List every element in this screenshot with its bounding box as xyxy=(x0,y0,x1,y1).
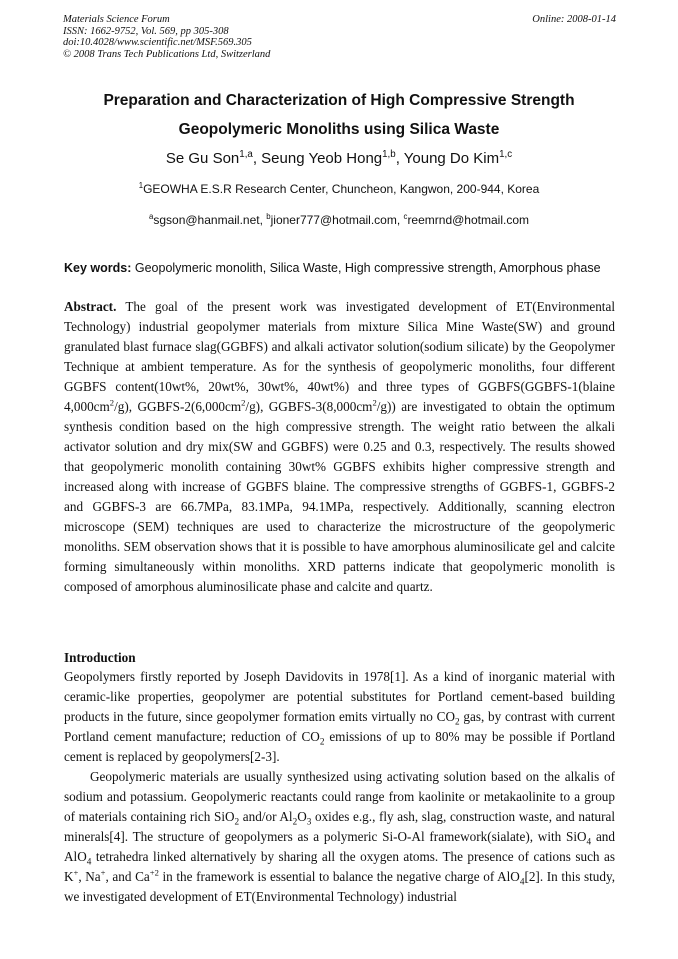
subscript: 2 xyxy=(292,816,298,827)
body-text: Geopolymeric materials are usually synthesized using activating solution based on the alkalis of sodium and potassium. Geopolymeric reactants could range from kaolinite or metakaolinite to a group of materials containing rich SiO xyxy=(64,769,615,824)
body-text: O xyxy=(297,809,307,824)
email-superscript: c xyxy=(403,212,408,221)
body-text: gas, by contrast with current Portland cement manufacture; reduction of CO xyxy=(64,709,615,744)
journal-name: Materials Science Forum xyxy=(63,14,170,25)
online-date: Online: 2008-01-14 xyxy=(532,14,616,25)
abstract-text: /g), GGBFS-2(6,000cm xyxy=(114,399,242,414)
body-text: , and Ca xyxy=(105,869,150,884)
email-superscript: b xyxy=(266,212,271,221)
keywords-label: Key words: xyxy=(64,261,132,275)
affiliation xyxy=(0,182,678,196)
body-text: and/or Al xyxy=(239,809,293,824)
keywords xyxy=(64,261,619,275)
subscript: 2 xyxy=(454,716,460,727)
subscript: 2 xyxy=(234,816,240,827)
author-name: Young Do Kim xyxy=(403,150,500,167)
email-superscript: a xyxy=(149,212,154,221)
author-name: Seung Yeob Hong xyxy=(261,150,383,167)
superscript: + xyxy=(73,867,79,878)
body-text: Geopolymers firstly reported by Joseph Davidovits in 1978[1]. As a kind of inorganic material with ceramic-like properties, geopolymer are potential substitutes for Portland cement-based building products in the future, since geopolymer formation emits virtually no CO xyxy=(64,669,615,724)
affiliation-text: GEOWHA E.S.R Research Center, Chuncheon, Kangwon, 200-944, Korea xyxy=(143,182,540,196)
superscript: + xyxy=(100,867,106,878)
email-link[interactable]: reemrnd@hotmail.com xyxy=(407,213,529,227)
abstract-paragraph xyxy=(64,297,615,597)
email-link[interactable]: jioner777@hotmail.com, xyxy=(270,213,404,227)
introduction-heading: Introduction xyxy=(64,650,136,665)
superscript: 2 xyxy=(109,397,115,408)
paper-title-line-1: Preparation and Characterization of High Compressive Strength xyxy=(103,92,575,109)
doi-line: doi:10.4028/www.scientific.net/MSF.569.305 xyxy=(63,37,252,48)
body-text: [2]. In this study, we investigated development of ET(Environmental Technology) industrial xyxy=(64,869,616,904)
superscript: 2 xyxy=(241,397,246,408)
journal-header xyxy=(63,14,270,60)
abstract-text: /g), GGBFS-3(8,000cm xyxy=(245,399,373,414)
body-text: in the framework is essential to balance the negative charge of AlO xyxy=(158,869,520,884)
subscript: 2 xyxy=(319,736,325,747)
introduction-paragraph-1 xyxy=(64,667,615,767)
author-superscript: 1,c xyxy=(499,149,513,160)
body-text: and AlO xyxy=(64,829,615,864)
body-text: , Na xyxy=(78,869,101,884)
abstract-text: The goal of the present work was investigated development of ET(Environmental Technology) industrial geopolymer materials from mixture Silica Mine Waste(SW) and ground granulated blast furnace slag(GGBFS) and alkali activator solution(sodium silicate) by the Geopolymer Technique at ambient temperature. As for the synthesis of geopolymeric monoliths, four different GGBFS content(10wt%, 20wt%, 30wt%, 40wt%) and three types of GGBFS(GGBFS-1(blaine 4,000cm xyxy=(64,299,615,414)
author-separator: , xyxy=(252,150,262,167)
author-superscript: 1,b xyxy=(382,149,396,160)
subscript: 4 xyxy=(586,836,592,847)
author-superscript: 1,a xyxy=(239,149,253,160)
author-name: Se Gu Son xyxy=(165,150,240,167)
superscript: +2 xyxy=(149,867,159,878)
superscript: 2 xyxy=(372,397,377,408)
issn-line: ISSN: 1662-9752, Vol. 569, pp 305-308 xyxy=(63,25,229,37)
subscript: 4 xyxy=(519,876,525,887)
body-text: emissions of up to 80% may be possible if Portland cement is replaced by geopolymers[2-3]. xyxy=(64,729,615,764)
copyright-line: © 2008 Trans Tech Publications Ltd, Switzerland xyxy=(63,48,271,60)
author-separator: , xyxy=(395,150,404,167)
author-emails xyxy=(0,213,678,227)
abstract-text: /g)) are investigated to obtain the optimum synthesis condition based on the high compressive strength. The weight ratio between the alkali activator solution and dry mix(SW and GGBFS) were 0.25 and 0.3, respectively. The results showed that geopolymeric monolith containing 30wt% GGBFS exhibits higher compressive strength and increased along with increase of GGBFS blaine. The compressive strengths of GGBFS-1, GGBFS-2 and GGBFS-3 are 66.7MPa, 83.1MPa, 94.1MPa, respectively. Additionally, scanning electron microscope (SEM) techniques are used to characterize the microstructure of the geopolymeric monoliths. SEM observation shows that it is possible to have amorphous aluminosilicate gel and calcite forming simultaneously within monoliths. XRD patterns indicate that geopolymeric monolith is composed of amorphous aluminosilicate phase and calcite and quartz. xyxy=(64,399,615,594)
subscript: 4 xyxy=(86,856,92,867)
introduction-paragraph-2 xyxy=(64,767,615,907)
paper-title-line-2: Geopolymeric Monoliths using Silica Waste xyxy=(178,121,500,138)
email-link[interactable]: sgson@hanmail.net, xyxy=(153,213,267,227)
body-text: tetrahedra linked alternatively by sharing all the oxygen atoms. The presence of cations such as K xyxy=(64,849,615,884)
keywords-text: Geopolymeric monolith, Silica Waste, High compressive strength, Amorphous phase xyxy=(131,261,601,275)
author-list xyxy=(0,150,678,167)
body-text: oxides e.g., fly ash, slag, construction waste, and natural minerals[4]. The structure of geopolymers as a polymeric Si-O-Al framework(sialate), with SiO xyxy=(64,809,615,844)
affiliation-superscript: 1 xyxy=(138,181,144,190)
abstract-label: Abstract. xyxy=(64,299,117,314)
subscript: 3 xyxy=(306,816,312,827)
